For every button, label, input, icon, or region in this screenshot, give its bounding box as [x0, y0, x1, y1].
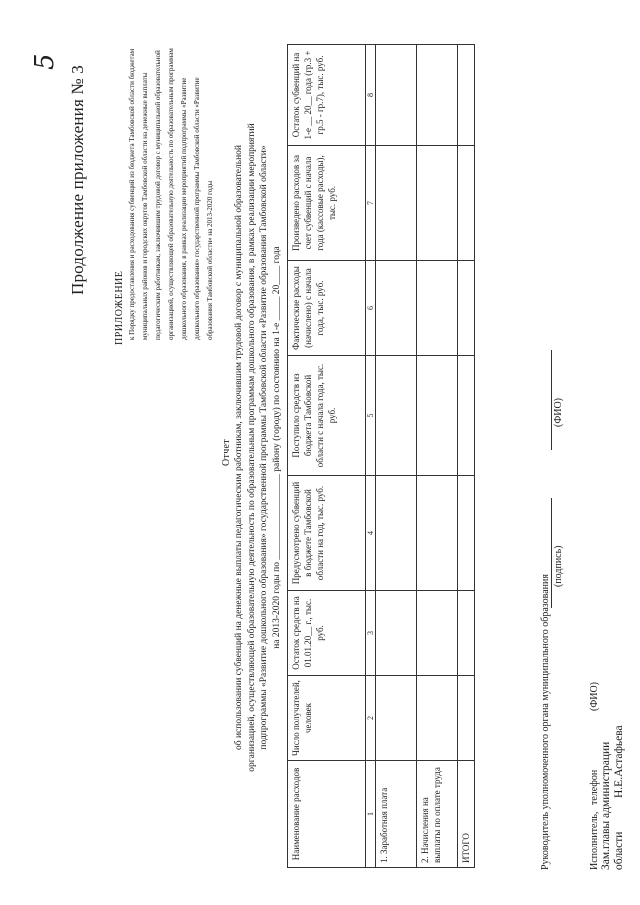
report-line: на 2013-2020 годы по __________________ району (городу) по состоянию на 1-е _____ 20____ года: [271, 246, 282, 649]
appendix-line: дошкольного образования, в рамках реализации мероприятий подпрограммы «Развитие: [180, 77, 188, 340]
report-subtitle: [233, 65, 283, 830]
table-cell: [376, 356, 417, 476]
appendix-line: организацией, осуществляющей образовательную деятельность по образовательным программам: [167, 48, 175, 340]
report-line: подпрограммы «Развитие дошкольного образования» государственной программы Тамбовской области «Развитие образования Тамбовской области»: [259, 145, 269, 750]
deputy-line: области: [613, 831, 625, 870]
page-number: 5: [30, 53, 60, 70]
appendix-body: [126, 22, 217, 340]
table-header-row: [288, 45, 366, 868]
column-header: Произведено расходов за счет субвенций с начала года (кассовые расходы), тыс. руб.: [288, 146, 366, 261]
table-cell: [376, 146, 417, 261]
table-cell: [458, 591, 475, 676]
column-number: 1: [366, 761, 376, 868]
table-cell: [417, 146, 458, 261]
table-cell: [417, 591, 458, 676]
column-number: 6: [366, 261, 376, 356]
table-cell: [458, 356, 475, 476]
table-cell: 1. Заработная плата: [376, 761, 417, 868]
table-cell: [417, 261, 458, 356]
column-header: Остаток субвенций на 1-е __ 20__ года (гр.3 + гр.5 - гр.7), тыс. руб.: [288, 45, 366, 146]
appendix-line: дошкольного образования» государственной программы Тамбовской области «Развитие: [193, 77, 201, 340]
table-cell: [376, 476, 417, 591]
column-header: Число получателей, человек: [288, 676, 366, 761]
column-header: Наименование расходов: [288, 761, 366, 868]
column-number: 4: [366, 476, 376, 591]
table-row: [417, 45, 458, 868]
table-cell: 2. Начисления на выплаты по оплате труда: [417, 761, 458, 868]
column-number: 5: [366, 356, 376, 476]
column-number: 7: [366, 146, 376, 261]
name-caption: (ФИО): [553, 397, 564, 427]
head-signature-label: Руководитель уполномоченного органа муниципального образования: [540, 574, 551, 870]
continuation-heading: Продолжение приложения № 3: [68, 64, 87, 295]
column-header: Остаток средств на 01.01.20__ г., тыс. руб.: [288, 591, 366, 676]
appendix-line: муниципальных районов и городских округов Тамбовской области на денежные выплаты: [141, 72, 149, 340]
executor-label: Исполнитель,: [589, 811, 600, 870]
table-cell: [376, 591, 417, 676]
signature-line: [551, 498, 552, 608]
signature-caption: (подпись): [553, 545, 564, 587]
table-cell: [417, 476, 458, 591]
table-cell: [458, 261, 475, 356]
report-line: организацией, осуществляющей образовательную деятельность по образовательным программам дошкольного образования, в рамках реализации мероприятий: [246, 123, 257, 772]
appendix-line: к Порядку предоставления и расходования субвенций из бюджета Тамбовской области бюджетам: [128, 48, 136, 340]
executor-name-caption: (ФИО): [589, 681, 600, 711]
table-cell: [417, 356, 458, 476]
table-cell: [458, 476, 475, 591]
table-cell: [458, 45, 475, 146]
table-cell: [417, 45, 458, 146]
appendix-title: ПРИЛОЖЕНИЕ: [114, 270, 125, 345]
name-line: [551, 350, 552, 450]
table-row: [458, 45, 475, 868]
report-line: об использовании субвенций на денежные выплаты педагогическим работникам, заключившим трудовой договор с муниципальной образовательной: [234, 144, 244, 751]
column-number: 2: [366, 676, 376, 761]
deputy-name: Н.Е.Астафьева: [613, 725, 625, 798]
table-cell: [417, 676, 458, 761]
column-number: 3: [366, 591, 376, 676]
table-row: [376, 45, 417, 868]
table-cell: [376, 261, 417, 356]
column-number-row: [366, 45, 376, 868]
column-header: Предусмотрено субвенций в бюджете Тамбовской области на год, тыс. руб.: [288, 476, 366, 591]
table-cell: [458, 676, 475, 761]
column-number: 8: [366, 45, 376, 146]
table-cell: [458, 146, 475, 261]
report-title: Отчет: [221, 439, 232, 466]
column-header: Поступило средств из бюджета Тамбовской области с начала года, тыс. руб.: [288, 356, 366, 476]
table-cell: [376, 45, 417, 146]
appendix-line: образования Тамбовской области» на 2013-2020 годы: [206, 180, 214, 340]
phone-label: телефон: [589, 769, 600, 805]
deputy-line: Зам.главы администрации: [600, 741, 612, 870]
report-table: [287, 44, 475, 868]
table-cell: ИТОГО: [458, 761, 475, 868]
table-cell: [376, 676, 417, 761]
appendix-line: педагогическим работникам, заключившим трудовой договор с муниципальной образовательной: [154, 50, 162, 340]
column-header: Фактические расходы (начислено) с начала года, тыс. руб.: [288, 261, 366, 356]
